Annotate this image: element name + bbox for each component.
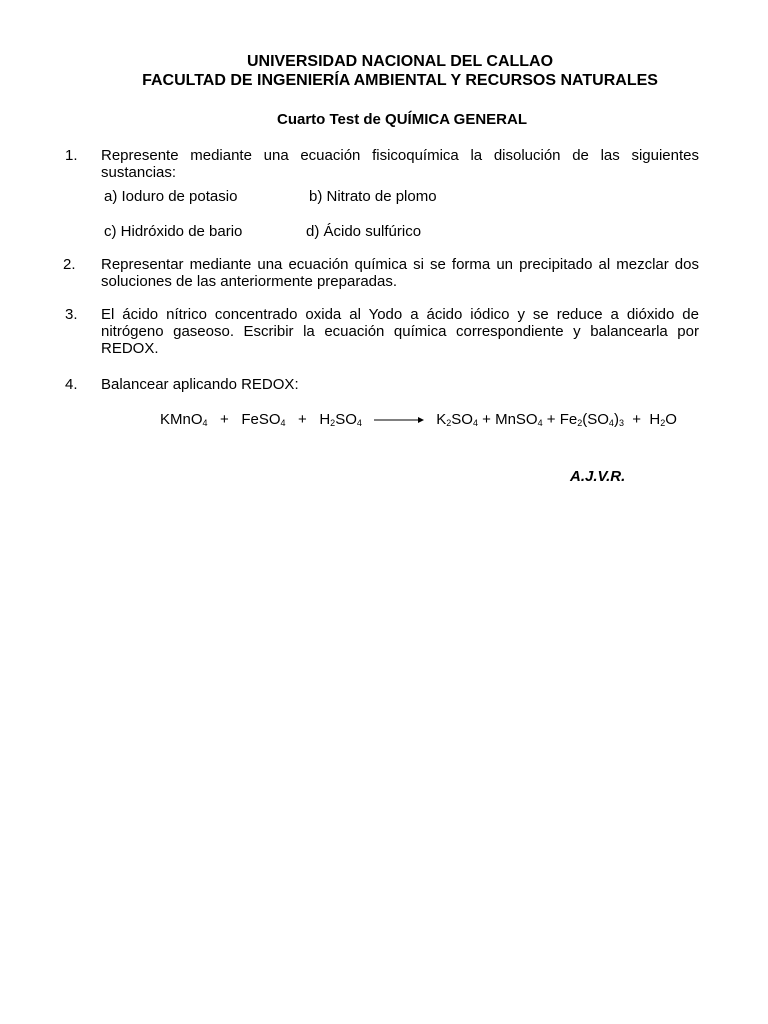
reactant-kmno4: KMnO$_4$ bbox=[160, 411, 208, 428]
question-2-text: Representar mediante una ecuación química si se forma un precipitado al mezclar dos soluciones de las anteriormente preparadas. bbox=[101, 256, 699, 290]
product-fe2so43: $Fe_2(SO_4)_3$ bbox=[559, 411, 624, 428]
question-2-number: 2. bbox=[63, 256, 76, 273]
plus-sign: + bbox=[482, 411, 491, 428]
reactant-feso4: FeSO$_4$ bbox=[241, 411, 286, 428]
question-3-text: El ácido nítrico concentrado oxida al Yodo a ácido iódico y se reduce a dióxido de nitrógeno gaseoso. Escribir la ecuación química correspondiente y balancearla por REDOX. bbox=[101, 306, 699, 357]
question-1-option-c: c) Hidróxido de bario bbox=[104, 223, 243, 240]
question-1-number: 1. bbox=[65, 147, 78, 164]
plus-sign: + bbox=[298, 411, 307, 428]
author-signature: A.J.V.R. bbox=[570, 468, 626, 485]
plus-sign: + bbox=[220, 411, 229, 428]
question-4-text: Balancear aplicando REDOX: bbox=[101, 376, 299, 393]
question-1-text: Represente mediante una ecuación fisicoquímica la disolución de las siguientes sustancias: bbox=[101, 147, 699, 181]
question-1-option-a: a) Ioduro de potasio bbox=[104, 188, 238, 205]
university-name: UNIVERSIDAD NACIONAL DEL CALLAO bbox=[246, 53, 554, 70]
product-h2o: $H_2O$ bbox=[649, 411, 677, 428]
question-4-number: 4. bbox=[65, 376, 78, 393]
faculty-name: FACULTAD DE INGENIERÍA AMBIENTAL Y RECURSOS NATURALES bbox=[142, 72, 658, 89]
plus-sign: + bbox=[546, 411, 556, 428]
question-1-option-b: b) Nitrato de plomo bbox=[309, 188, 437, 205]
product-k2so4: $K_2SO_4$ bbox=[436, 411, 478, 428]
reactant-h2so4: $H_2SO_4$ bbox=[319, 411, 362, 428]
test-title: Cuarto Test de QUÍMICA GENERAL bbox=[276, 111, 527, 128]
redox-equation bbox=[160, 411, 677, 428]
product-mnso4: MnSO$_4$ bbox=[495, 411, 543, 428]
plus-sign: + bbox=[632, 411, 642, 428]
question-3-number: 3. bbox=[65, 306, 78, 323]
reaction-arrow-icon bbox=[374, 415, 424, 425]
question-1-option-d: d) Ácido sulfúrico bbox=[306, 223, 422, 240]
